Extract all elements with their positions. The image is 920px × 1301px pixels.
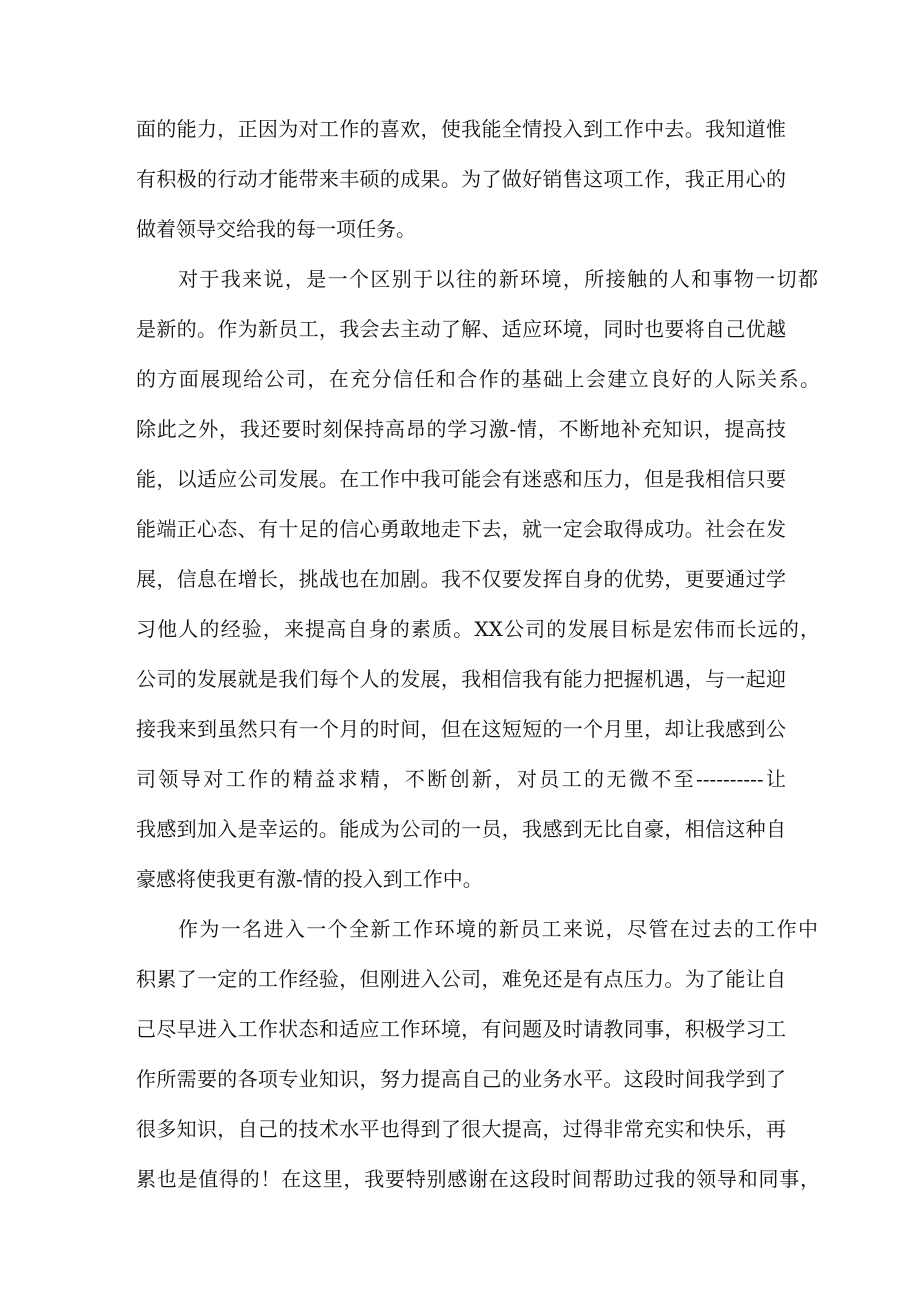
text-line-16: 豪感将使我更有激-情的投入到工作中。 [136, 867, 483, 891]
text-line-4: 对于我来说，是一个区别于以往的新环境，所接触的人和事物一切都 [178, 267, 818, 291]
text-line-19: 己尽早进入工作状态和适应工作环境，有问题及时请教同事，积极学习工 [136, 1017, 786, 1041]
text-line-10: 展，信息在增长，挑战也在加剧。我不仅要发挥自身的优势，更要通过学 [136, 567, 786, 591]
text-line-9: 能端正心态、有十足的信心勇敢地走下去，就一定会取得成功。社会在发 [136, 517, 786, 541]
text-line-8: 能，以适应公司发展。在工作中我可能会有迷惑和压力，但是我相信只要 [136, 467, 786, 491]
text-line-13: 接我来到虽然只有一个月的时间，但在这短短的一个月里，却让我感到公 [136, 717, 786, 741]
text-line-14: 司领导对工作的精益求精，不断创新，对员工的无微不至----------让 [136, 767, 786, 791]
text-line-1: 面的能力，正因为对工作的喜欢，使我能全情投入到工作中去。我知道惟 [136, 117, 786, 141]
text-line-22: 累也是值得的！在这里，我要特别感谢在这段时间帮助过我的领导和同事， [136, 1167, 820, 1191]
text-line-20: 作所需要的各项专业知识，努力提高自己的业务水平。这段时间我学到了 [136, 1067, 786, 1091]
text-line-12: 公司的发展就是我们每个人的发展，我相信我有能力把握机遇，与一起迎 [136, 667, 786, 691]
text-line-7: 除此之外，我还要时刻保持高昂的学习激-情，不断地补充知识，提高技 [136, 417, 786, 441]
text-line-18: 积累了一定的工作经验，但刚进入公司，难免还是有点压力。为了能让自 [136, 967, 786, 991]
text-line-2: 有积极的行动才能带来丰硕的成果。为了做好销售这项工作，我正用心的 [136, 167, 786, 191]
text-line-17: 作为一名进入一个全新工作环境的新员工来说，尽管在过去的工作中 [178, 917, 818, 941]
text-line-11: 习他人的经验，来提高自身的素质。XX公司的发展目标是宏伟而长远的， [136, 617, 820, 641]
text-line-21: 很多知识，自己的技术水平也得到了很大提高，过得非常充实和快乐，再 [136, 1117, 786, 1141]
text-line-15: 我感到加入是幸运的。能成为公司的一员，我感到无比自豪，相信这种自 [136, 817, 786, 841]
text-line-6: 的方面展现给公司，在充分信任和合作的基础上会建立良好的人际关系。 [136, 367, 820, 391]
text-line-3: 做着领导交给我的每一项任务。 [136, 217, 416, 241]
text-line-5: 是新的。作为新员工，我会去主动了解、适应环境，同时也要将自己优越 [136, 317, 786, 341]
